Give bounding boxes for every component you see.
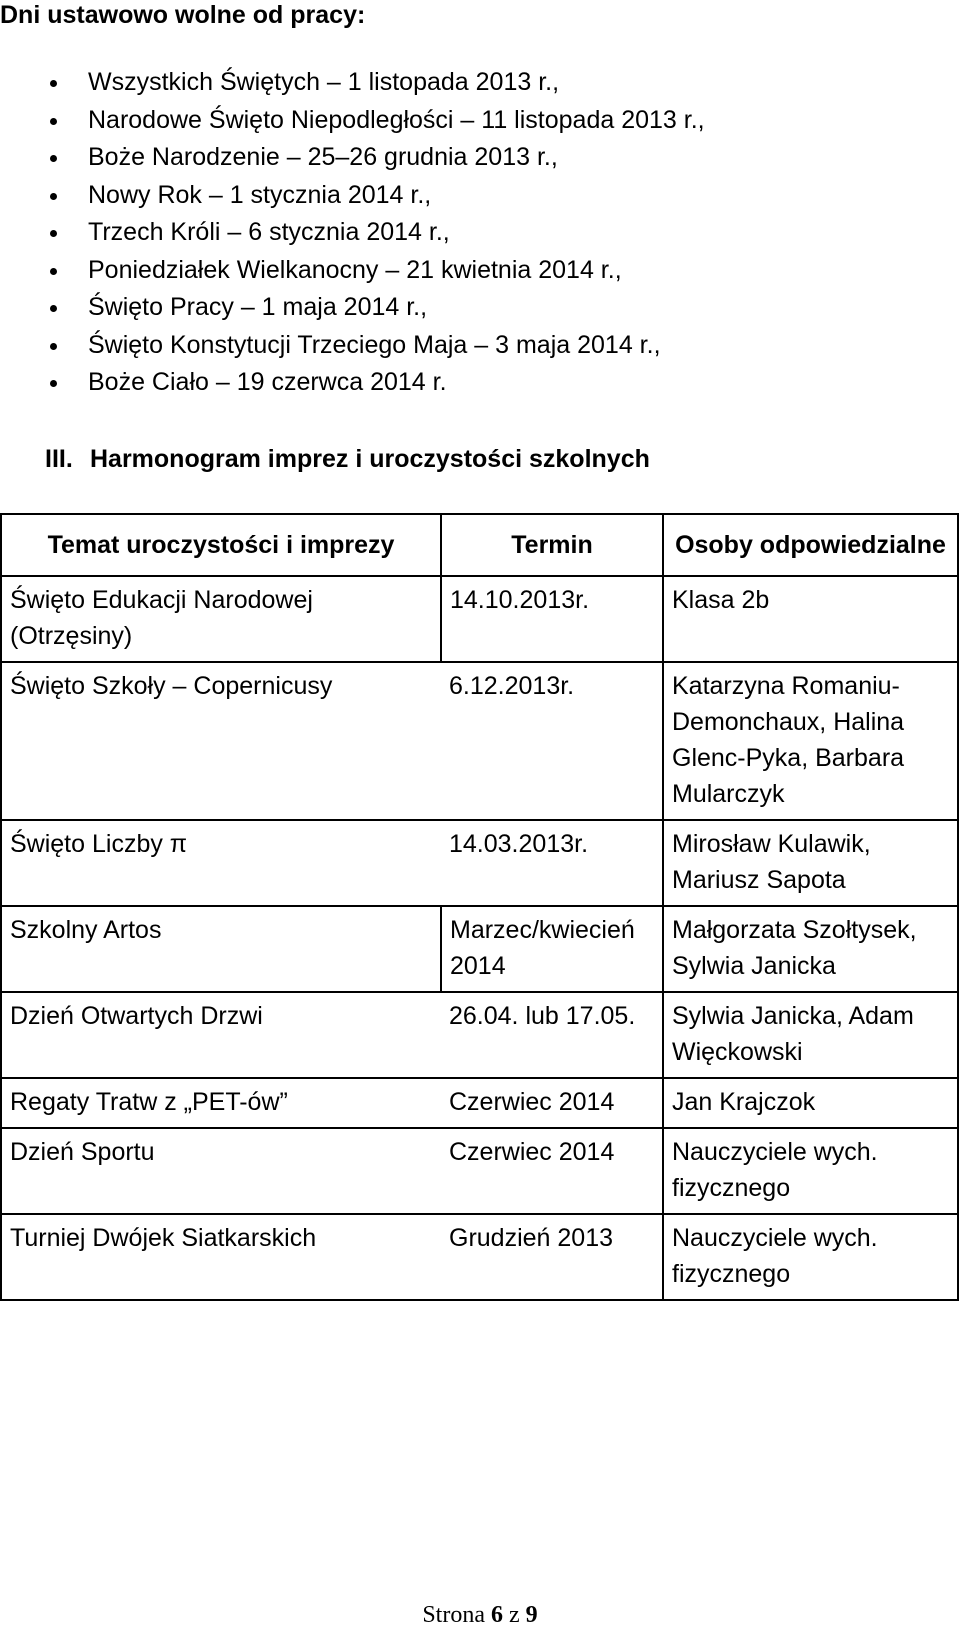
footer-total: 9 bbox=[525, 1602, 538, 1628]
event-responsible: Klasa 2b bbox=[663, 576, 958, 662]
event-responsible: Mirosław Kulawik, Mariusz Sapota bbox=[663, 820, 958, 906]
event-date: 6.12.2013r. bbox=[441, 662, 663, 820]
event-date: 14.03.2013r. bbox=[441, 820, 663, 906]
event-topic: Święto Liczby π bbox=[1, 820, 441, 906]
table-row bbox=[1, 1214, 958, 1300]
event-topic: Turniej Dwójek Siatkarskich bbox=[1, 1214, 441, 1300]
event-date: Grudzień 2013 bbox=[441, 1214, 663, 1300]
header-topic: Temat uroczystości i imprezy bbox=[1, 514, 441, 576]
bullet-icon bbox=[50, 305, 57, 312]
list-item bbox=[0, 177, 705, 215]
holiday-text: Święto Konstytucji Trzeciego Maja – 3 maja 2014 r., bbox=[88, 330, 661, 359]
holiday-text: Wszystkich Świętych – 1 listopada 2013 r., bbox=[88, 68, 560, 96]
header-responsible: Osoby odpowiedzialne bbox=[663, 514, 958, 576]
table-row bbox=[1, 820, 958, 906]
holidays-heading: Dni ustawowo wolne od pracy: bbox=[0, 1, 366, 29]
page-footer bbox=[0, 1600, 960, 1630]
event-topic: Regaty Tratw z „PET-ów” bbox=[1, 1078, 441, 1128]
footer-prefix: Strona bbox=[422, 1602, 485, 1628]
list-item bbox=[0, 252, 705, 290]
event-responsible: Nauczyciele wych. fizycznego bbox=[663, 1214, 958, 1300]
event-date: Czerwiec 2014 bbox=[441, 1128, 663, 1214]
event-responsible: Nauczyciele wych. fizycznego bbox=[663, 1128, 958, 1214]
list-item bbox=[0, 214, 705, 252]
holiday-text: Boże Narodzenie – 25–26 grudnia 2013 r., bbox=[88, 143, 558, 171]
table-row bbox=[1, 1078, 958, 1128]
event-topic: Dzień Sportu bbox=[1, 1128, 441, 1214]
footer-sep: z bbox=[509, 1602, 520, 1628]
section-number: III. bbox=[45, 445, 73, 473]
events-table bbox=[0, 513, 959, 1301]
bullet-icon bbox=[50, 155, 57, 162]
holiday-text: Poniedziałek Wielkanocny – 21 kwietnia 2014 r., bbox=[88, 255, 622, 284]
event-topic: Święto Edukacji Narodowej (Otrzęsiny) bbox=[1, 576, 441, 662]
holiday-text: Trzech Króli – 6 stycznia 2014 r., bbox=[88, 218, 450, 246]
event-date: Czerwiec 2014 bbox=[441, 1078, 663, 1128]
holiday-text: Boże Ciało – 19 czerwca 2014 r. bbox=[88, 368, 447, 396]
event-responsible: Jan Krajczok bbox=[663, 1078, 958, 1128]
bullet-icon bbox=[50, 343, 57, 350]
event-topic: Szkolny Artos bbox=[1, 906, 441, 992]
table-header-row bbox=[1, 514, 958, 576]
bullet-icon bbox=[50, 268, 57, 275]
event-topic: Dzień Otwartych Drzwi bbox=[1, 992, 441, 1078]
event-date: Marzec/kwiecień 2014 bbox=[441, 906, 663, 992]
list-item bbox=[0, 327, 705, 365]
event-date: 14.10.2013r. bbox=[441, 576, 663, 662]
list-item bbox=[0, 102, 705, 140]
header-date: Termin bbox=[441, 514, 663, 576]
table-row bbox=[1, 992, 958, 1078]
table-row bbox=[1, 1128, 958, 1214]
table-row bbox=[1, 576, 958, 662]
footer-page: 6 bbox=[491, 1602, 503, 1628]
bullet-icon bbox=[50, 118, 57, 125]
bullet-icon bbox=[50, 193, 57, 200]
holiday-text: Święto Pracy – 1 maja 2014 r., bbox=[88, 293, 428, 321]
list-item bbox=[0, 64, 705, 102]
event-date: 26.04. lub 17.05. bbox=[441, 992, 663, 1078]
bullet-icon bbox=[50, 230, 57, 237]
event-responsible: Sylwia Janicka, Adam Więckowski bbox=[663, 992, 958, 1078]
list-item bbox=[0, 139, 705, 177]
section-heading: Harmonogram imprez i uroczystości szkolnych bbox=[90, 445, 650, 473]
holiday-text: Narodowe Święto Niepodległości – 11 listopada 2013 r., bbox=[88, 105, 705, 134]
list-item bbox=[0, 364, 705, 402]
holidays-list bbox=[0, 64, 705, 402]
event-responsible: Małgorzata Szołtysek, Sylwia Janicka bbox=[663, 906, 958, 992]
bullet-icon bbox=[50, 380, 57, 387]
event-topic: Święto Szkoły – Copernicusy bbox=[1, 662, 441, 820]
bullet-icon bbox=[50, 80, 57, 87]
event-responsible: Katarzyna Romaniu-Demonchaux, Halina Glenc-Pyka, Barbara Mularczyk bbox=[663, 662, 958, 820]
list-item bbox=[0, 289, 705, 327]
table-row bbox=[1, 906, 958, 992]
table-row bbox=[1, 662, 958, 820]
holiday-text: Nowy Rok – 1 stycznia 2014 r., bbox=[88, 180, 432, 209]
